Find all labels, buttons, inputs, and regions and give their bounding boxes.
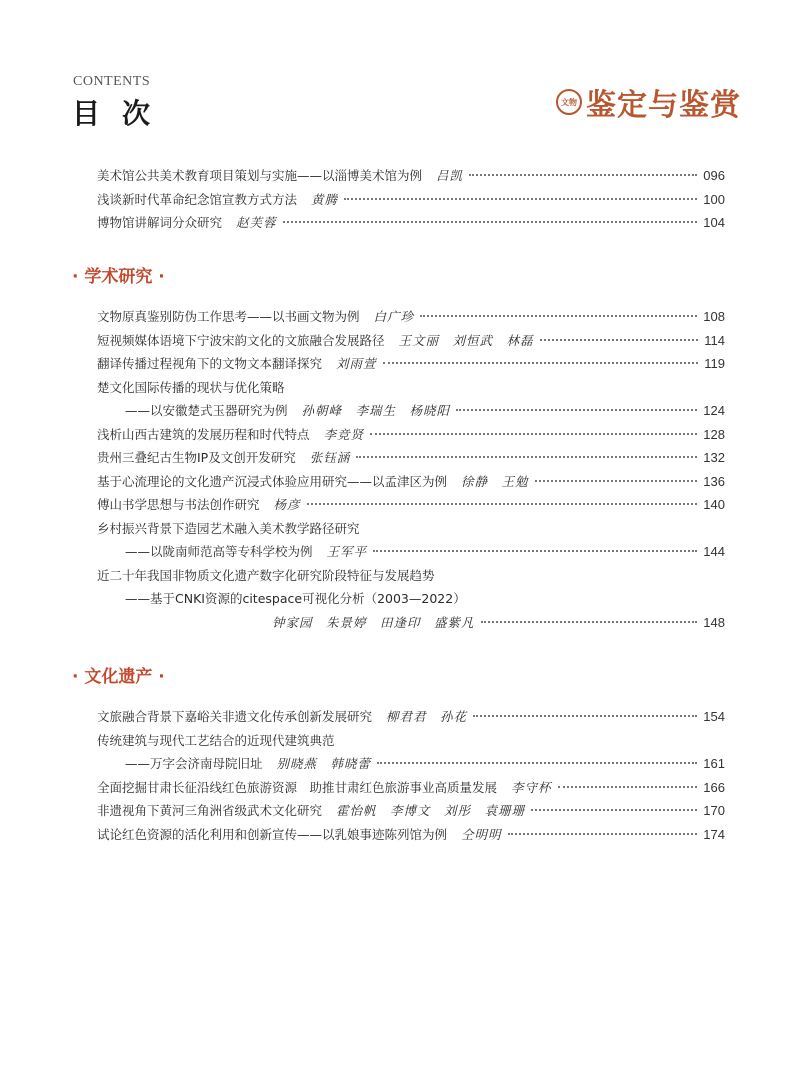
- entry-page-number: 096: [703, 168, 725, 183]
- toc-entry[interactable]: [97, 729, 725, 753]
- dot-leader: [383, 362, 699, 364]
- entry-title: ——万字会济南母院旧址: [125, 756, 263, 771]
- entry-title: 基于心流理论的文化遗产沉浸式体验应用研究——以孟津区为例: [97, 473, 448, 489]
- entry-page-number: 136: [703, 473, 725, 489]
- toc-entry[interactable]: [97, 752, 725, 776]
- dot-leader: [377, 762, 697, 764]
- toc-entry[interactable]: [97, 188, 725, 212]
- entry-title: 翻译传播过程视角下的文物文本翻译探究: [97, 356, 323, 371]
- toc-entry[interactable]: [97, 493, 725, 517]
- toc-entry[interactable]: [97, 399, 725, 423]
- entry-page-number: 166: [703, 779, 725, 795]
- dot-leader: [307, 503, 698, 505]
- entry-author: 李守杯: [511, 779, 552, 795]
- section-heading-academic: · 学术研究 ·: [72, 267, 165, 287]
- entry-title: 非遗视角下黄河三角洲省级武术文化研究: [97, 803, 323, 818]
- entry-title: 美术馆公共美术教育项目策划与实施——以淄博美术馆为例: [97, 168, 423, 183]
- entry-page-number: 144: [703, 544, 725, 559]
- logo-text: 鉴定与鉴赏: [586, 88, 741, 123]
- entry-page-number: 132: [703, 450, 725, 465]
- dot-leader: [508, 833, 698, 835]
- toc-entry[interactable]: [97, 376, 725, 400]
- toc-entry[interactable]: [97, 564, 725, 588]
- toc-entry[interactable]: [97, 823, 725, 847]
- entry-author: 王军平: [326, 544, 368, 559]
- entry-title: 全面挖掘甘肃长征沿线红色旅游资源 助推甘肃红色旅游事业高质量发展: [97, 779, 498, 795]
- toc-entry[interactable]: [97, 517, 725, 541]
- entry-title: 传统建筑与现代工艺结合的近现代建筑典范: [97, 732, 335, 748]
- entry-title: 傅山书学思想与书法创作研究: [97, 497, 260, 512]
- entry-page-number: 104: [703, 215, 725, 230]
- entry-page-number: 154: [703, 709, 725, 724]
- entry-title: 博物馆讲解词分众研究: [97, 215, 223, 230]
- toc-entry[interactable]: [97, 540, 725, 564]
- toc-entry[interactable]: [97, 705, 725, 729]
- dot-leader: [370, 433, 697, 435]
- toc-entry[interactable]: [97, 352, 725, 376]
- entry-page-number: 114: [704, 332, 725, 348]
- entry-title: 试论红色资源的活化利用和创新宣传——以乳娘事迹陈列馆为例: [97, 826, 448, 842]
- entry-author: 李竞贤: [323, 426, 365, 442]
- toc-entry[interactable]: [97, 211, 725, 235]
- entry-author: 别晓燕 韩晓蕾: [276, 756, 372, 771]
- dot-leader: [356, 456, 697, 458]
- entry-page-number: 100: [703, 191, 725, 207]
- entry-author: 柳君君 孙花: [386, 709, 468, 724]
- page-title: 目次: [72, 97, 173, 130]
- toc-entry[interactable]: [97, 776, 725, 800]
- entry-title: 浅谈新时代革命纪念馆宣教方式方法: [97, 191, 298, 207]
- entry-author: 钟家园 朱景婷 田逢印 盛紫凡: [272, 614, 475, 630]
- journal-logo: [556, 80, 741, 124]
- entry-page-number: 128: [703, 426, 725, 442]
- dot-leader: [531, 809, 697, 811]
- logo-seal: 文物: [556, 89, 582, 115]
- entry-author: 吕凯: [436, 168, 464, 183]
- toc-entry[interactable]: [97, 164, 725, 188]
- entry-page-number: 119: [704, 356, 725, 371]
- toc-entry[interactable]: [97, 305, 725, 329]
- toc-block-heritage: [97, 705, 725, 846]
- dot-leader: [373, 550, 697, 552]
- entry-author: 刘雨萱: [336, 356, 377, 371]
- toc-entry[interactable]: [97, 587, 725, 611]
- entry-author: 仝明明: [461, 826, 502, 842]
- dot-leader: [473, 715, 697, 717]
- entry-page-number: 124: [703, 403, 725, 418]
- entry-title: 贵州三叠纪古生物IP及文创开发研究: [97, 450, 296, 465]
- toc-block-academic: [97, 305, 725, 634]
- entry-title: ——基于CNKI资源的citespace可视化分析（2003—2022）: [125, 591, 466, 606]
- entry-page-number: 170: [703, 803, 725, 818]
- entry-author: 张钰涵: [309, 450, 351, 465]
- dot-leader: [558, 786, 698, 788]
- toc-entry[interactable]: [97, 423, 725, 447]
- entry-author: 霍怡帆 李博文 刘彤 袁珊珊: [336, 803, 526, 818]
- dot-leader: [469, 174, 697, 176]
- dot-leader: [344, 198, 697, 200]
- entry-title: 近二十年我国非物质文化遗产数字化研究阶段特征与发展趋势: [97, 567, 435, 583]
- entry-page-number: 161: [703, 756, 725, 771]
- toc-entry[interactable]: [97, 470, 725, 494]
- toc-entry[interactable]: [97, 446, 725, 470]
- contents-label: CONTENTS: [73, 74, 151, 89]
- entry-title: 文旅融合背景下嘉峪关非遗文化传承创新发展研究: [97, 709, 373, 724]
- dot-leader: [456, 409, 697, 411]
- dot-leader: [420, 315, 697, 317]
- entry-page-number: 174: [703, 826, 725, 842]
- entry-title: ——以安徽楚式玉器研究为例: [125, 403, 288, 418]
- entry-author: 杨彦: [273, 497, 301, 512]
- entry-title: 乡村振兴背景下造园艺术融入美术教学路径研究: [97, 520, 360, 536]
- toc-entry[interactable]: [97, 799, 725, 823]
- dot-leader: [283, 221, 698, 223]
- entry-title: 楚文化国际传播的现状与优化策略: [97, 379, 285, 395]
- entry-page-number: 108: [703, 309, 725, 324]
- toc-block-top: [97, 164, 725, 235]
- entry-title: 短视频媒体语境下宁波宋韵文化的文旅融合发展路径: [97, 332, 385, 348]
- entry-title: 浅析山西古建筑的发展历程和时代特点: [97, 426, 310, 442]
- entry-author: 王文丽 刘恒武 林磊: [398, 332, 534, 348]
- entry-page-number: 148: [703, 614, 725, 630]
- entry-author: 白广珍: [373, 309, 415, 324]
- entry-author: 孙朝峰 李瑞生 杨晓阳: [301, 403, 451, 418]
- entry-title: ——以陇南师范高等专科学校为例: [125, 544, 313, 559]
- dot-leader: [535, 480, 698, 482]
- entry-page-number: 140: [703, 497, 725, 512]
- dot-leader: [481, 621, 698, 623]
- toc-entry[interactable]: [97, 329, 725, 353]
- entry-author: 黄腾: [311, 191, 339, 207]
- entry-author: 徐静 王勉: [461, 473, 529, 489]
- entry-author: 赵芙蓉: [236, 215, 277, 230]
- section-heading-heritage: · 文化遗产 ·: [72, 667, 165, 687]
- entry-title: 文物原真鉴别防伪工作思考——以书画文物为例: [97, 309, 360, 324]
- toc-entry[interactable]: [97, 611, 725, 635]
- dot-leader: [540, 339, 699, 341]
